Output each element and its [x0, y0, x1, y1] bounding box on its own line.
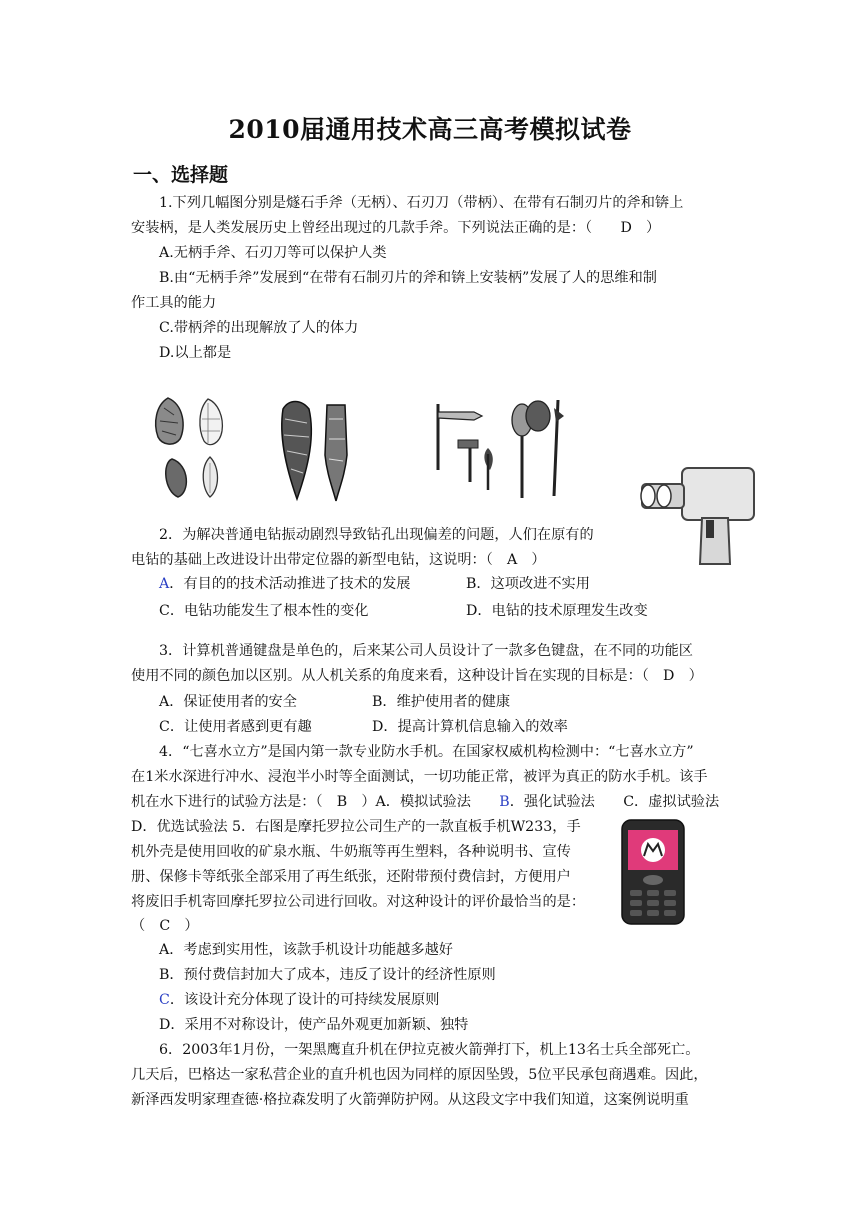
- q6-line2: 几天后，巴格达一家私营企业的直升机也因为同样的原因坠毁，5位平民承包商遇难。因此，: [131, 1067, 708, 1083]
- positioning-drill-image: [634, 454, 758, 568]
- q4-line3-suffix: ．强化试验法 C．虚拟试验法: [509, 794, 720, 810]
- q3-option-b: B．维护使用者的健康: [372, 694, 511, 710]
- q4-line3: [131, 790, 719, 814]
- motorola-w233-phone-image: [618, 818, 688, 926]
- q1-option-d: D.以上都是: [159, 345, 232, 361]
- q5-option-c-letter: C: [159, 992, 170, 1008]
- q4-line3-prefix: 机在水下进行的试验方法是：（ B ）A．模拟试验法: [131, 794, 500, 810]
- q6-line3: 新泽西发明家理查德·格拉森发明了火箭弹防护网。从这段文字中我们知道，这案例说明重: [131, 1092, 689, 1108]
- q2-option-a: [159, 572, 410, 596]
- q2-option-b: B．这项改进不实用: [466, 576, 590, 592]
- q1-option-a: A.无柄手斧、石刃刀等可以保护人类: [159, 245, 387, 261]
- page-title: 2010届通用技术高三高考模拟试卷: [228, 115, 632, 144]
- q2-line1: 2．为解决普通电钻振动剧烈导致钻孔出现偏差的问题，人们在原有的: [159, 527, 594, 543]
- q5-line2: 机外壳是使用回收的矿泉水瓶、牛奶瓶等再生塑料，各种说明书、宣传: [131, 844, 571, 860]
- q3-option-c: C．让使用者感到更有趣: [159, 719, 312, 735]
- q5-option-b: B．预付费信封加大了成本，违反了设计的经济性原则: [159, 967, 496, 983]
- q4-line1: 4．“七喜水立方”是国内第一款专业防水手机。在国家权威机构检测中：“七喜水立方”: [159, 744, 694, 760]
- stone-blade-knife-image: [275, 395, 355, 503]
- q4-line2: 在1米水深进行冲水、浸泡半小时等全面测试，一切功能正常，被评为真正的防水手机。该手: [131, 769, 708, 785]
- q1-option-b: B.由“无柄手斧”发展到“在带有石制刃片的斧和锛上安装柄”发展了人的思维和制: [159, 270, 657, 286]
- q3-option-d: D．提高计算机信息输入的效率: [372, 719, 568, 735]
- q1-line2: 安装柄，是人类发展历史上曾经出现过的几款手斧。下列说法正确的是：（ D ）: [131, 220, 661, 236]
- q6-line1: 6．2003年1月份，一架黑鹰直升机在伊拉克被火箭弹打下，机上13名士兵全部死亡。: [159, 1042, 700, 1058]
- q1-option-c: C.带柄斧的出现解放了人的体力: [159, 320, 359, 336]
- q5-line1: D．优选试验法 5．右图是摩托罗拉公司生产的一款直板手机W233，手: [131, 819, 581, 835]
- section-heading: 一、选择题: [133, 164, 229, 186]
- q3-option-a: A．保证使用者的安全: [159, 694, 297, 710]
- q5-line3: 册、保修卡等纸张全部采用了再生纸张，还附带预付费信封，方便用户: [131, 869, 571, 885]
- q5-option-c: [159, 988, 439, 1012]
- q1-line1: 1.下列几幅图分别是燧石手斧（无柄）、石刃刀（带柄）、在带有石制刃片的斧和锛上: [159, 195, 684, 211]
- q2-option-c: C．电钻功能发生了根本性的变化: [159, 603, 369, 619]
- q3-line2: 使用不同的颜色加以区别。从人机关系的角度来看，这种设计旨在实现的目标是：（ D ）: [131, 668, 703, 684]
- q5-option-d: D．采用不对称设计，使产品外观更加新颖、独特: [159, 1017, 469, 1033]
- q2-option-d: D．电钻的技术原理发生改变: [466, 603, 648, 619]
- q2-option-a-text: ．有目的的技术活动推进了技术的发展: [169, 576, 411, 592]
- q5-line4: 将废旧手机寄回摩托罗拉公司进行回收。对这种设计的评价最恰当的是：: [131, 894, 586, 910]
- q1-option-b-cont: 作工具的能力: [131, 295, 217, 311]
- q5-option-c-text: ．该设计充分体现了设计的可持续发展原则: [169, 992, 440, 1008]
- q2-line2: 电钻的基础上改进设计出带定位器的新型电钻，这说明：（ A ）: [131, 552, 546, 568]
- q5-answer: （ C ）: [131, 918, 199, 934]
- hand-axe-image: [150, 393, 228, 505]
- q3-line1: 3．计算机普通键盘是单色的，后来某公司人员设计了一款多色键盘，在不同的功能区: [159, 643, 693, 659]
- q2-option-a-letter: A: [159, 576, 170, 592]
- hafted-axe-adze-image: [430, 398, 570, 498]
- q4-option-b-letter: B: [499, 794, 510, 810]
- q5-option-a: A．考虑到实用性，该款手机设计功能越多越好: [159, 942, 453, 958]
